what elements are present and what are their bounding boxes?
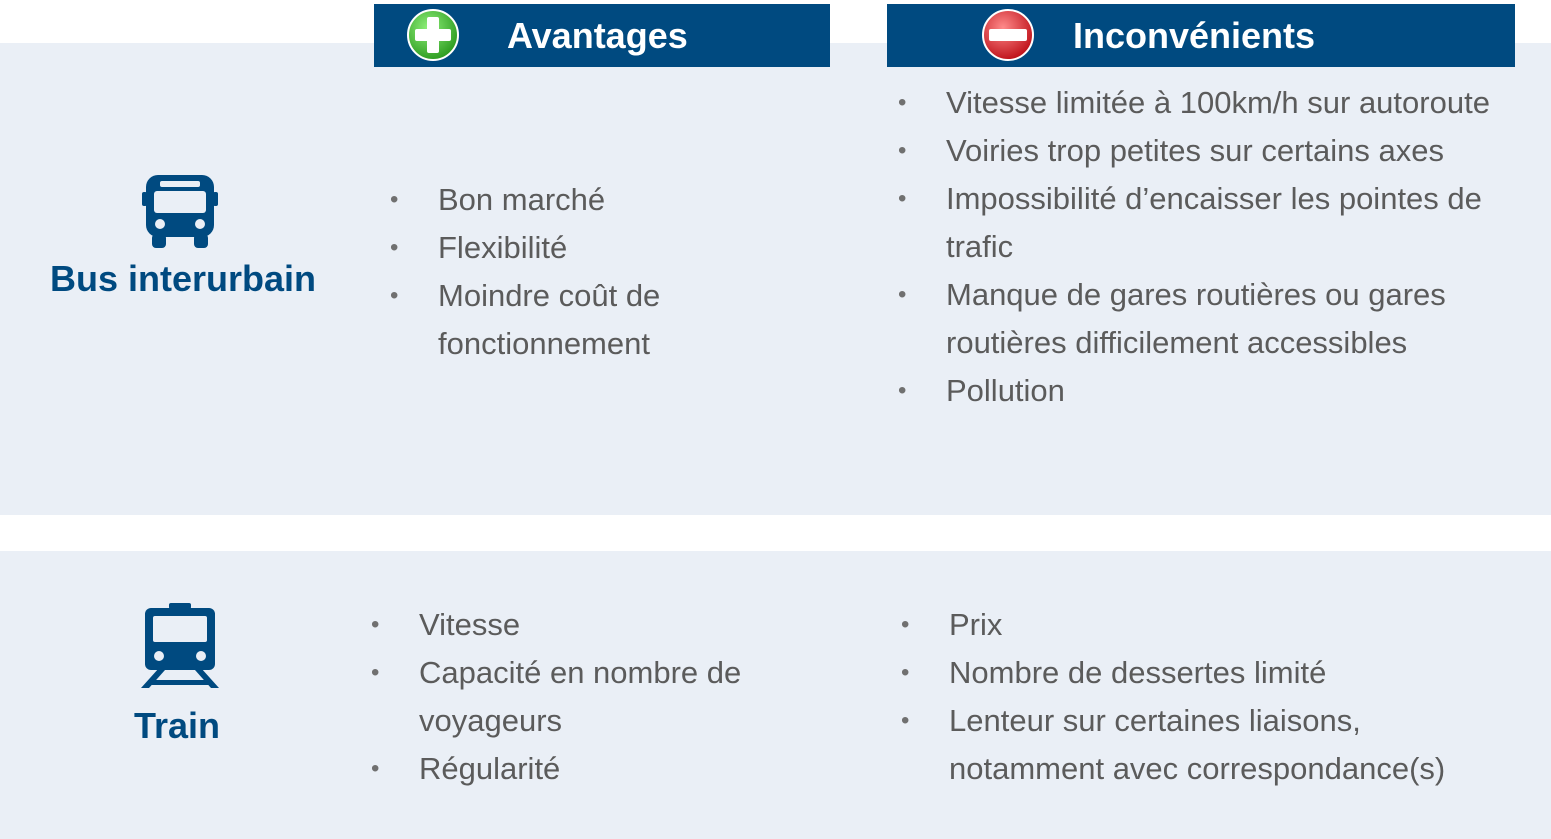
list-item: • Vitesse xyxy=(419,601,819,649)
bus-advantages-list xyxy=(438,176,768,368)
disadvantages-header-text: Inconvénients xyxy=(1073,15,1316,56)
plus-icon xyxy=(406,8,460,62)
list-item: • Impossibilité d’encaisser les pointes de trafic xyxy=(946,175,1506,271)
list-item: • Capacité en nombre de voyageurs xyxy=(419,649,819,745)
list-item: • Nombre de dessertes limité xyxy=(949,649,1509,697)
train-advantages-list xyxy=(419,601,819,793)
disadvantages-header xyxy=(887,4,1515,67)
bus-disadvantages-list xyxy=(946,79,1506,415)
list-item: • Flexibilité xyxy=(438,224,768,272)
list-item: • Lenteur sur certaines liaisons, notamment avec correspondance(s) xyxy=(949,697,1509,793)
bus-icon xyxy=(140,172,220,252)
advantages-header xyxy=(374,4,830,67)
train-label: Train xyxy=(134,705,221,746)
list-item: • Manque de gares routières ou gares routières difficilement accessibles xyxy=(946,271,1506,367)
train-icon xyxy=(133,602,227,690)
advantages-header-text: Avantages xyxy=(507,15,688,56)
list-item: • Régularité xyxy=(419,745,819,793)
list-item: • Prix xyxy=(949,601,1509,649)
train-disadvantages-list xyxy=(949,601,1509,793)
list-item: • Vitesse limitée à 100km/h sur autoroute xyxy=(946,79,1506,127)
list-item: • Moindre coût de fonctionnement xyxy=(438,272,768,368)
list-item: • Voiries trop petites sur certains axes xyxy=(946,127,1506,175)
list-item: • Bon marché xyxy=(438,176,768,224)
bus-label: Bus interurbain xyxy=(50,258,317,299)
list-item: • Pollution xyxy=(946,367,1506,415)
minus-icon xyxy=(981,8,1035,62)
